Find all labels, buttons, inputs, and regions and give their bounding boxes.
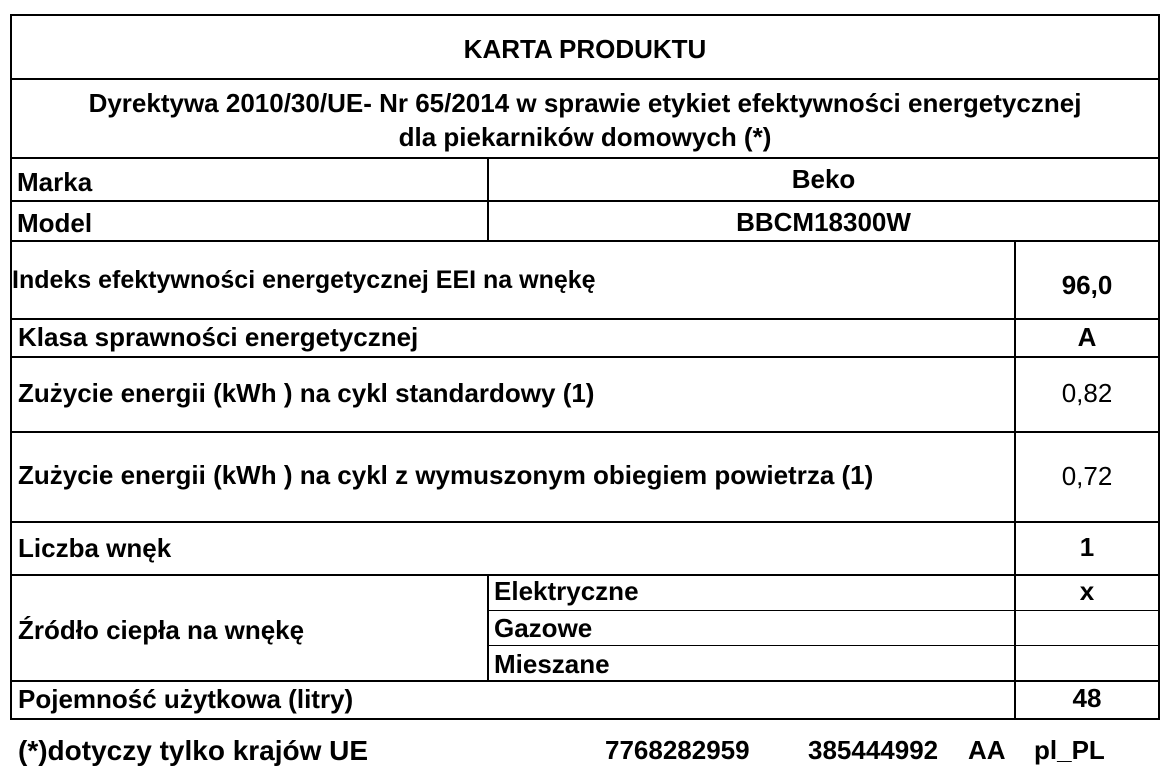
row-divider: [10, 521, 1160, 523]
consumption-standard-label: Zużycie energii (kWh ) na cykl standardowy (1): [18, 378, 595, 408]
consumption-standard-value: 0,82: [1061, 378, 1113, 408]
row-divider: [10, 240, 1160, 242]
footer-code-3: AA: [968, 735, 1006, 765]
row-divider: [10, 78, 1160, 80]
directive-text-line-2: dla piekarników domowych (*): [398, 122, 772, 152]
footer-locale: pl_PL: [1034, 735, 1105, 765]
row-divider: [10, 431, 1160, 433]
table-border-left: [10, 14, 12, 720]
row-divider: [10, 318, 1160, 320]
footer-note: (*)dotyczy tylko krajów UE: [18, 735, 369, 766]
table-border-top: [10, 14, 1160, 16]
footer-code-1: 7768282959: [605, 735, 750, 765]
cavities-label: Liczba wnęk: [18, 533, 172, 563]
heat-source-option-label: Gazowe: [494, 613, 593, 643]
table-border-bottom: [10, 718, 1160, 720]
heat-source-option-value: x: [1079, 576, 1095, 606]
row-divider: [10, 356, 1160, 358]
volume-value: 48: [1072, 683, 1102, 713]
consumption-fan-value: 0,72: [1061, 461, 1113, 491]
row-divider: [10, 200, 1160, 202]
eei-value: 96,0: [1061, 270, 1113, 300]
row-divider: [488, 645, 1160, 646]
column-divider: [487, 574, 489, 682]
cavities-value: 1: [1079, 532, 1095, 562]
consumption-fan-label: Zużycie energii (kWh ) na cykl z wymuszonym obiegiem powietrza (1): [18, 460, 874, 490]
footer-code-2: 385444992: [808, 735, 939, 765]
brand-label: Marka: [17, 167, 93, 197]
table-border-right: [1158, 14, 1160, 720]
brand-value: Beko: [791, 164, 856, 194]
model-value: BBCM18300W: [736, 207, 911, 237]
model-label: Model: [17, 208, 93, 238]
heat-source-label: Źródło ciepła na wnękę: [18, 615, 305, 645]
heat-source-option-label: Mieszane: [494, 649, 610, 679]
row-divider: [488, 610, 1160, 611]
sheet-title: KARTA PRODUKTU: [463, 34, 707, 64]
heat-source-option-label: Elektryczne: [494, 576, 639, 606]
directive-text-line-1: Dyrektywa 2010/30/UE- Nr 65/2014 w sprawie etykiet efektywności energetycznej: [88, 88, 1082, 118]
energy-class-label: Klasa sprawności energetycznej: [18, 322, 419, 352]
energy-class-value: A: [1077, 322, 1097, 352]
eei-label: Indeks efektywności energetycznej EEI na wnękę: [12, 266, 596, 294]
row-divider: [10, 680, 1160, 682]
row-divider: [10, 157, 1160, 159]
volume-label: Pojemność użytkowa (litry): [18, 684, 354, 714]
